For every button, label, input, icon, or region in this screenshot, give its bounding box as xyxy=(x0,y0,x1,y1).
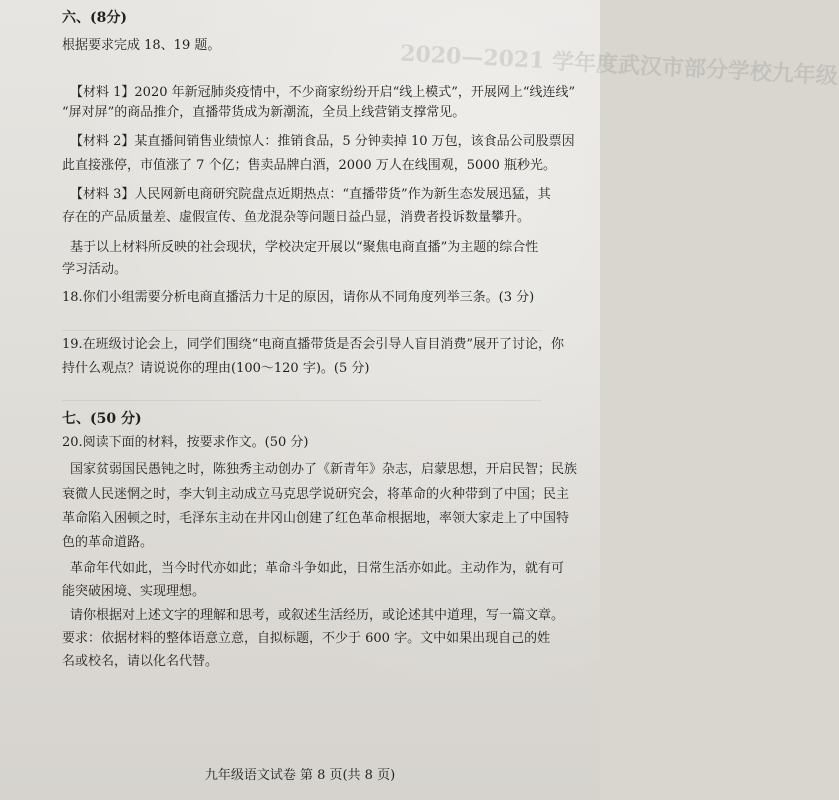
essay-requirements-line-2: 名或校名，请以化名代替。 xyxy=(62,654,219,669)
question-18: 18.你们小组需要分析电商直播活力十足的原因，请你从不同角度列举三条。(3 分) xyxy=(62,290,535,305)
question-20: 20.阅读下面的材料，按要求作文。(50 分) xyxy=(62,435,309,450)
essay-material-p1-line-3: 革命陷入困顿之时，毛泽东主动在井冈山创建了红色革命根据地，率领大家走上了中国特 xyxy=(62,511,570,526)
material-2-line-1: 【材料 2】某直播间销售业绩惊人：推销食品，5 分钟卖掉 10 万包，该食品公司股票因 xyxy=(70,134,575,149)
bleed-through-header: 2020—2021 学年度武汉市部分学校九年级 xyxy=(399,40,839,90)
essay-material-p1-line-2: 衰微人民迷惘之时，李大钊主动成立马克思学说研究会，将革命的火种带到了中国；民主 xyxy=(62,487,570,502)
section-6-heading: 六、(8分) xyxy=(62,10,127,26)
material-2-line-2: 此直接涨停，市值涨了 7 个亿；售卖品牌白酒，2000 万人在线围观，5000 瓶秒光。 xyxy=(62,158,556,173)
question-19-line-1: 19.在班级讨论会上，同学们围绕“电商直播带货是否会引导人盲目消费”展开了讨论，你 xyxy=(62,337,564,352)
essay-material-p1-line-4: 色的革命道路。 xyxy=(62,535,154,550)
answer-space-18 xyxy=(62,330,542,331)
essay-material-p2-line-1: 革命年代如此，当今时代亦如此；革命斗争如此，日常生活亦如此。主动作为，就有可 xyxy=(70,561,565,576)
background-line-2: 学习活动。 xyxy=(62,262,128,277)
material-3-line-1: 【材料 3】人民网新电商研究院盘点近期热点：“直播带货”作为新生态发展迅猛，其 xyxy=(70,187,551,202)
material-1-line-2: “屏对屏”的商品推介，直播带货成为新潮流，全员上线营销支撑常见。 xyxy=(62,105,466,120)
essay-material-p2-line-2: 能突破困境、实现理想。 xyxy=(62,584,206,599)
answer-space-19 xyxy=(62,400,542,401)
essay-material-p1-line-1: 国家贫弱国民愚钝之时，陈独秀主动创办了《新青年》杂志，启蒙思想，开启民智；民族 xyxy=(70,462,578,477)
material-1-line-1: 【材料 1】2020 年新冠肺炎疫情中，不少商家纷纷开启“线上模式”，开展网上“线连线” xyxy=(70,85,576,100)
section-7-heading: 七、(50 分) xyxy=(62,411,142,427)
page-footer: 九年级语文试卷 第 8 页(共 8 页) xyxy=(204,768,396,783)
essay-prompt: 请你根据对上述文字的理解和思考，或叙述生活经历，或论述其中道理，写一篇文章。 xyxy=(70,608,565,623)
section-6-intro: 根据要求完成 18、19 题。 xyxy=(62,38,221,53)
question-19-line-2: 持什么观点？请说说你的理由(100～120 字)。(5 分) xyxy=(62,361,370,376)
essay-requirements-line-1: 要求：依据材料的整体语意立意，自拟标题，不少于 600 字。文中如果出现自己的姓 xyxy=(62,631,551,646)
background-line-1: 基于以上材料所反映的社会现状，学校决定开展以“聚焦电商直播”为主题的综合性 xyxy=(70,240,539,255)
material-3-line-2: 存在的产品质量差、虚假宣传、鱼龙混杂等问题日益凸显，消费者投诉数量攀升。 xyxy=(62,210,531,225)
